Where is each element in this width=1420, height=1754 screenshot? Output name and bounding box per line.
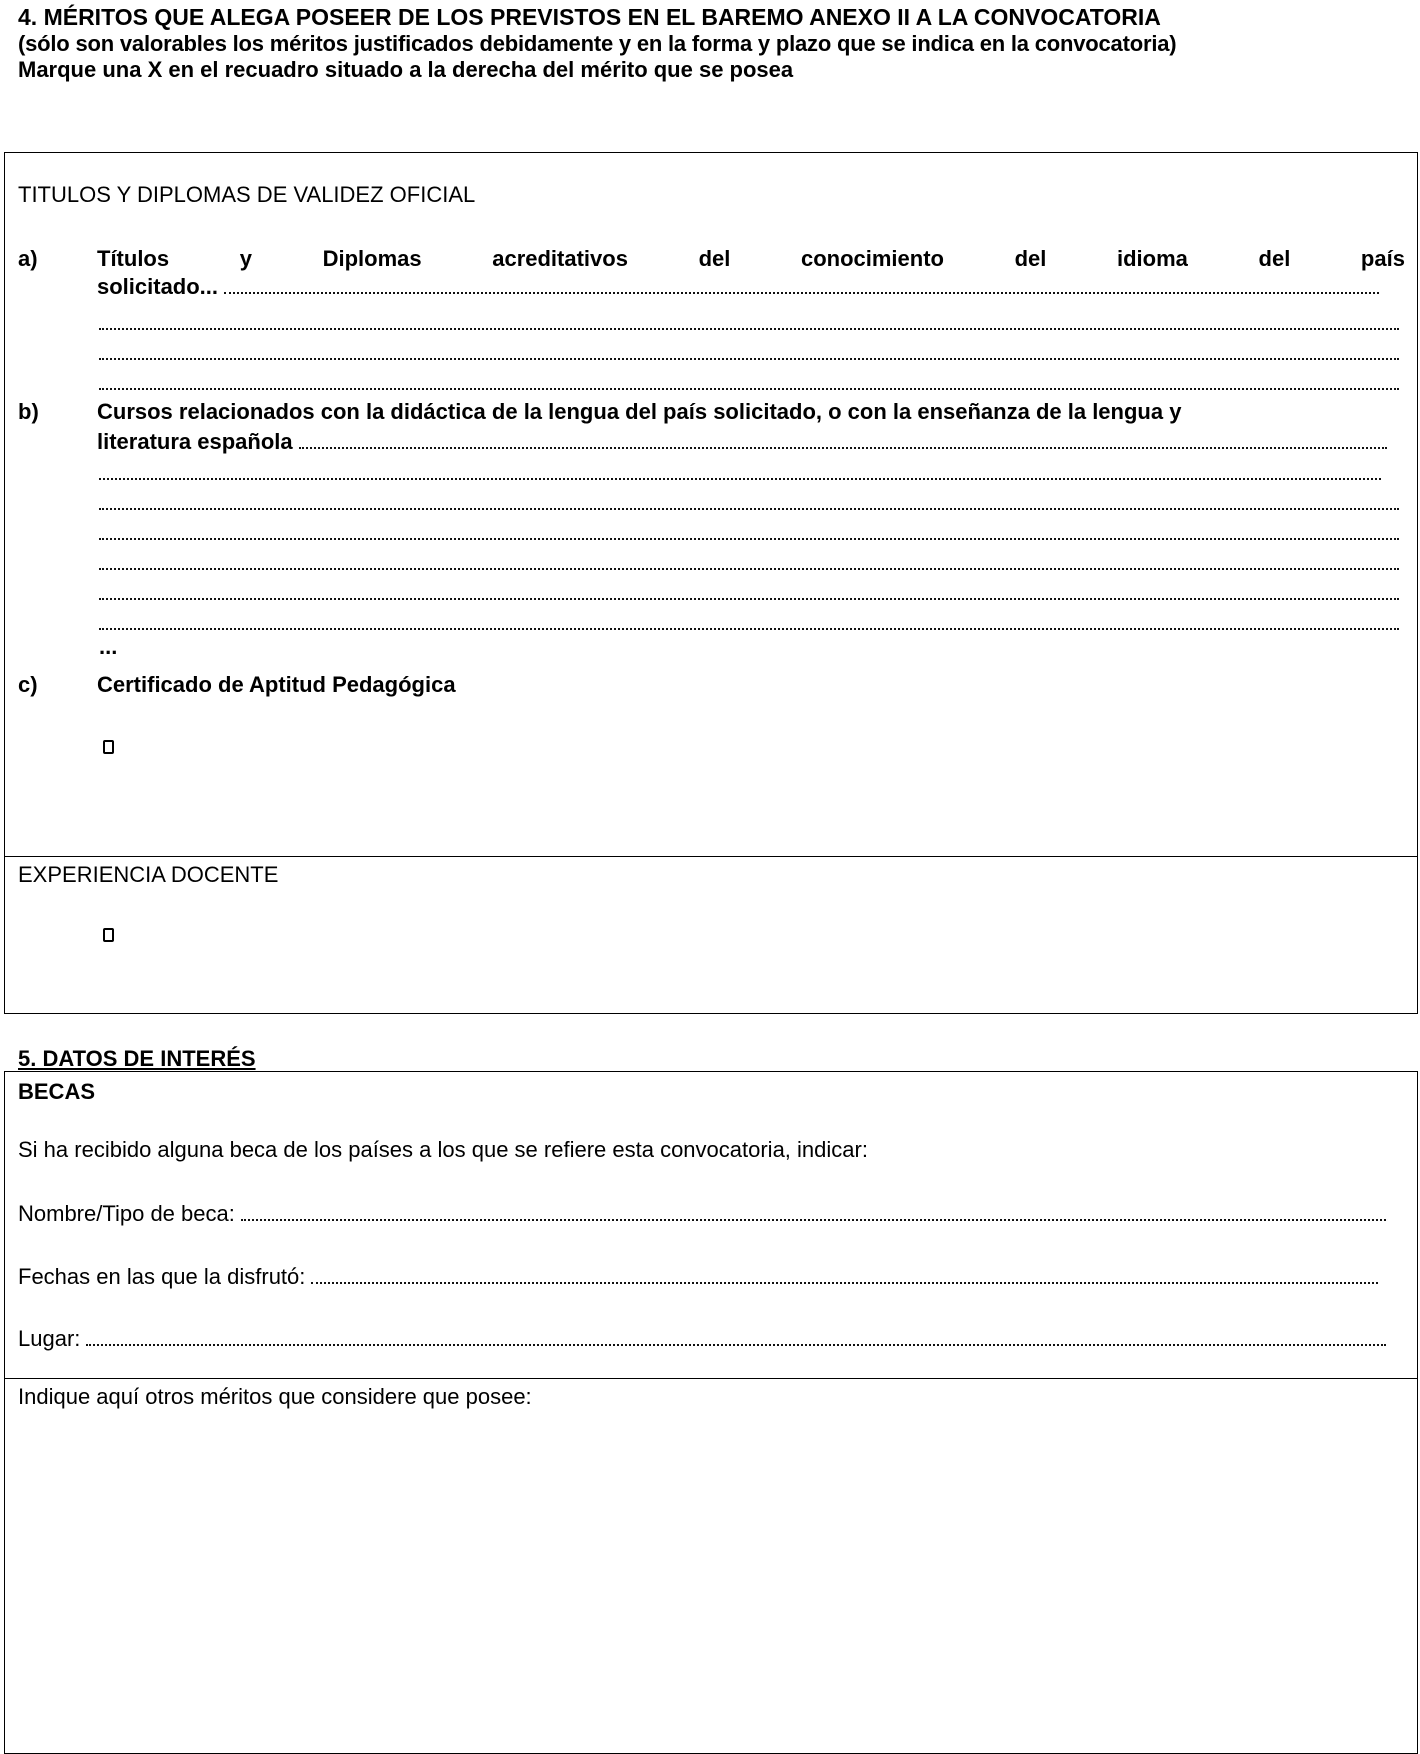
item-a-letter: a) <box>18 246 38 271</box>
dotted-leader <box>224 292 1379 294</box>
dotted-line[interactable] <box>99 628 1399 630</box>
dotted-line[interactable] <box>99 358 1399 360</box>
dotted-leader <box>299 447 1387 449</box>
dotted-leader <box>86 1344 1386 1346</box>
item-b-line1: Cursos relacionados con la didáctica de la lengua del país solicitado, o con la enseñanza de la lengua y <box>97 399 1182 424</box>
dotted-line[interactable] <box>99 478 1381 480</box>
datos-divider <box>4 1378 1418 1379</box>
item-a-word: del <box>1014 246 1047 271</box>
otros-meritos-area[interactable] <box>12 1412 1410 1746</box>
titulos-heading: TITULOS Y DIPLOMAS DE VALIDEZ OFICIAL <box>18 182 476 207</box>
item-a-word: del <box>698 246 731 271</box>
item-b-letter: b) <box>18 399 39 424</box>
item-a-word: Títulos <box>97 246 170 271</box>
dotted-line[interactable] <box>99 508 1399 510</box>
fechas-label: Fechas en las que la disfrutó: <box>18 1264 306 1289</box>
item-a-solicitado: solicitado... <box>97 274 219 299</box>
item-b-ellipsis: ... <box>99 634 118 659</box>
dotted-line[interactable] <box>99 568 1399 570</box>
dotted-line[interactable] <box>99 388 1399 390</box>
lugar-field[interactable] <box>18 1326 1386 1352</box>
item-a-word: del <box>1258 246 1291 271</box>
dotted-line[interactable] <box>99 598 1399 600</box>
item-a-word: idioma <box>1117 246 1188 271</box>
item-c-letter: c) <box>18 672 38 697</box>
dotted-line[interactable] <box>99 538 1399 540</box>
section-5-title: 5. DATOS DE INTERÉS <box>18 1046 256 1071</box>
item-b-line2[interactable] <box>97 429 1387 455</box>
item-a-word: acreditativos <box>492 246 628 271</box>
item-a-word: y <box>239 246 252 271</box>
item-a-word: Diplomas <box>322 246 422 271</box>
item-c-label: Certificado de Aptitud Pedagógica <box>97 672 456 697</box>
dotted-leader <box>241 1219 1386 1221</box>
nombre-label: Nombre/Tipo de beca: <box>18 1201 235 1226</box>
becas-intro: Si ha recibido alguna beca de los países a los que se refiere esta convocatoria, indicar: <box>18 1137 868 1162</box>
experiencia-heading: EXPERIENCIA DOCENTE <box>18 862 279 887</box>
becas-heading: BECAS <box>18 1079 96 1104</box>
nombre-field[interactable] <box>18 1201 1386 1227</box>
merits-divider <box>4 856 1418 857</box>
section-4-title: 4. MÉRITOS QUE ALEGA POSEER DE LOS PREVISTOS EN EL BAREMO ANEXO II A LA CONVOCATORIA <box>18 4 1161 30</box>
cap-checkbox[interactable] <box>103 740 114 754</box>
otros-meritos-label: Indique aquí otros méritos que considere que posee: <box>18 1384 532 1409</box>
section-4-subtitle: (sólo son valorables los méritos justificados debidamente y en la forma y plazo que se indica en la convocatoria) <box>18 31 1177 56</box>
section-4-instruction: Marque una X en el recuadro situado a la derecha del mérito que se posea <box>18 57 794 82</box>
dotted-line[interactable] <box>99 328 1399 330</box>
section-4-header <box>18 4 1418 83</box>
item-a-word: país <box>1360 246 1405 271</box>
dotted-leader <box>311 1282 1378 1284</box>
experiencia-checkbox[interactable] <box>103 928 114 942</box>
item-b-literatura: literatura española <box>97 429 293 454</box>
item-a-line2[interactable] <box>97 274 1379 300</box>
lugar-label: Lugar: <box>18 1326 81 1351</box>
item-a-word: conocimiento <box>800 246 944 271</box>
item-a-line1 <box>97 246 1405 272</box>
fechas-field[interactable] <box>18 1264 1378 1290</box>
